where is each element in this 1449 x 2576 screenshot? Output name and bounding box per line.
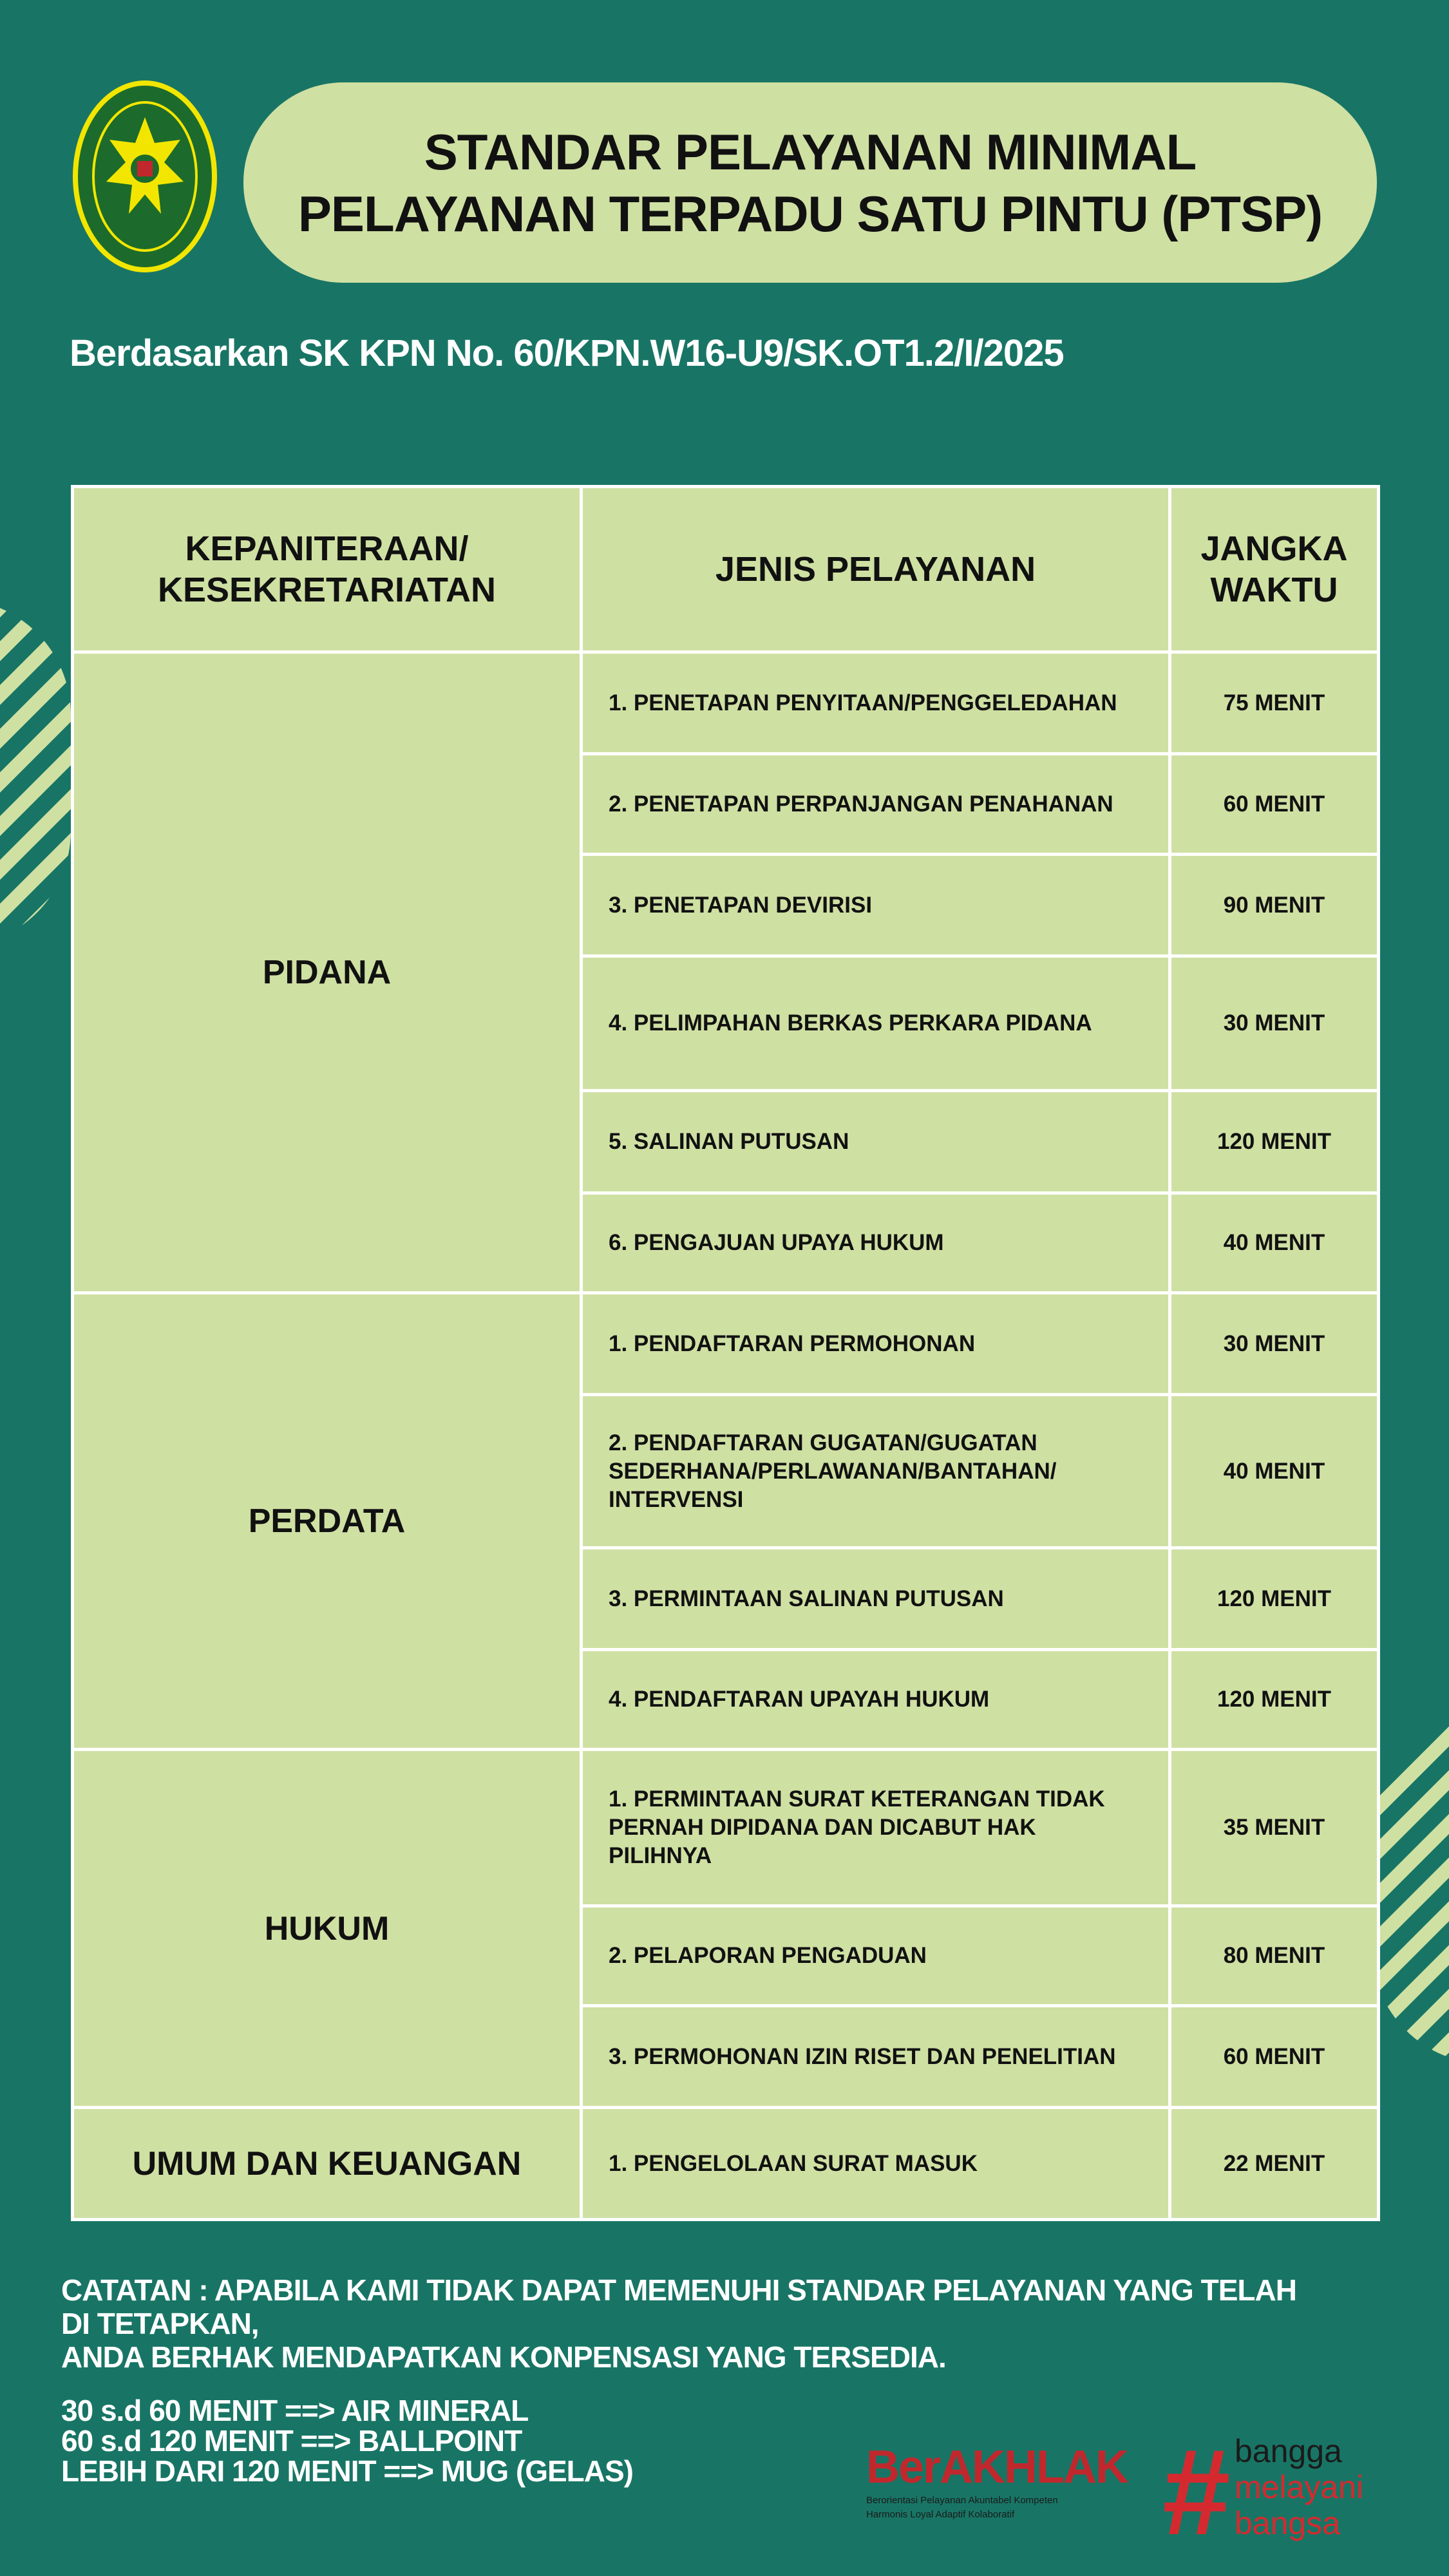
- berakhlak-wordmark: BerAKHLAK: [866, 2441, 1128, 2493]
- logo-word: melayani: [1235, 2469, 1364, 2505]
- service-cell: 3. PERMOHONAN IZIN RISET DAN PENELITIAN: [582, 2006, 1170, 2108]
- title-line-1: STANDAR PELAYANAN MINIMAL: [424, 123, 1197, 180]
- service-cell: 1. PERMINTAAN SURAT KETERANGAN TIDAK PERNAH DIPIDANA DAN DICABUT HAK PILIHNYA: [582, 1750, 1170, 1906]
- service-cell: 4. PENDAFTARAN UPAYAH HUKUM: [582, 1650, 1170, 1750]
- service-standard-table: [71, 485, 1380, 2221]
- duration-cell: 40 MENIT: [1170, 1193, 1379, 1293]
- duration-cell: 22 MENIT: [1170, 2108, 1379, 2220]
- duration-cell: 120 MENIT: [1170, 1650, 1379, 1750]
- duration-cell: 30 MENIT: [1170, 1293, 1379, 1395]
- service-cell: 1. PENDAFTARAN PERMOHONAN: [582, 1293, 1170, 1395]
- table-row: [73, 2108, 1379, 2220]
- logo-word: bangga: [1235, 2433, 1342, 2469]
- berakhlak-tagline: Harmonis Loyal Adaptif Kolaboratif: [866, 2509, 1015, 2520]
- service-cell: 2. PENDAFTARAN GUGATAN/GUGATAN SEDERHANA/PERLAWANAN/BANTAHAN/ INTERVENSI: [582, 1395, 1170, 1548]
- service-cell: 5. SALINAN PUTUSAN: [582, 1091, 1170, 1193]
- division-cell: PERDATA: [73, 1293, 582, 1750]
- decorative-stripes-left: [0, 599, 71, 947]
- compensation-item: LEBIH DARI 120 MENIT ==> MUG (GELAS): [61, 2454, 633, 2488]
- service-cell: 1. PENETAPAN PENYITAAN/PENGGELEDAHAN: [582, 652, 1170, 754]
- header-service: JENIS PELAYANAN: [582, 487, 1170, 652]
- service-cell: 6. PENGAJUAN UPAYA HUKUM: [582, 1193, 1170, 1293]
- decree-reference: Berdasarkan SK KPN No. 60/KPN.W16-U9/SK.OT1.2/I/2025: [70, 332, 1064, 374]
- berakhlak-tagline: Berorientasi Pelayanan Akuntabel Kompeten: [866, 2495, 1058, 2506]
- note-line: DI TETAPKAN,: [61, 2307, 259, 2340]
- compensation-list: [61, 2396, 633, 2486]
- decorative-stripes-right: [1372, 1716, 1449, 2064]
- title-banner: [243, 82, 1377, 283]
- duration-cell: 120 MENIT: [1170, 1091, 1379, 1193]
- table-row: [73, 1750, 1379, 1906]
- service-cell: 3. PENETAPAN DEVIRISI: [582, 855, 1170, 956]
- duration-cell: 90 MENIT: [1170, 855, 1379, 956]
- berakhlak-logo: [866, 2441, 1137, 2522]
- division-cell: HUKUM: [73, 1750, 582, 2108]
- header-duration: JANGKA WAKTU: [1170, 487, 1379, 652]
- note-line: ANDA BERHAK MENDAPATKAN KONPENSASI YANG TERSEDIA.: [61, 2340, 946, 2374]
- notes: [61, 2273, 1296, 2374]
- duration-cell: 75 MENIT: [1170, 652, 1379, 754]
- table-header-row: [73, 487, 1379, 652]
- service-cell: 4. PELIMPAHAN BERKAS PERKARA PIDANA: [582, 956, 1170, 1091]
- division-cell: PIDANA: [73, 652, 582, 1293]
- service-cell: 2. PELAPORAN PENGADUAN: [582, 1906, 1170, 2006]
- duration-cell: 30 MENIT: [1170, 956, 1379, 1091]
- service-cell: 1. PENGELOLAAN SURAT MASUK: [582, 2108, 1170, 2220]
- note-line: CATATAN : APABILA KAMI TIDAK DAPAT MEMENUHI STANDAR PELAYANAN YANG TELAH: [61, 2273, 1296, 2307]
- header-division: KEPANITERAAN/ KESEKRETARIATAN: [73, 487, 582, 652]
- bangga-melayani-bangsa-logo: [1162, 2424, 1407, 2561]
- service-cell: 2. PENETAPAN PERPANJANGAN PENAHANAN: [582, 754, 1170, 855]
- hashtag-icon: #: [1162, 2424, 1231, 2561]
- title-line-2: PELAYANAN TERPADU SATU PINTU (PTSP): [298, 185, 1323, 242]
- duration-cell: 80 MENIT: [1170, 1906, 1379, 2006]
- duration-cell: 60 MENIT: [1170, 754, 1379, 855]
- service-cell: 3. PERMINTAAN SALINAN PUTUSAN: [582, 1548, 1170, 1650]
- compensation-item: 60 s.d 120 MENIT ==> BALLPOINT: [61, 2424, 522, 2458]
- compensation-item: 30 s.d 60 MENIT ==> AIR MINERAL: [61, 2394, 529, 2427]
- duration-cell: 35 MENIT: [1170, 1750, 1379, 1906]
- division-cell: UMUM DAN KEUANGAN: [73, 2108, 582, 2220]
- logo-word: bangsa: [1235, 2505, 1341, 2541]
- duration-cell: 40 MENIT: [1170, 1395, 1379, 1548]
- table-row: [73, 1293, 1379, 1395]
- court-logo: [71, 79, 219, 274]
- duration-cell: 60 MENIT: [1170, 2006, 1379, 2108]
- table-row: [73, 652, 1379, 754]
- duration-cell: 120 MENIT: [1170, 1548, 1379, 1650]
